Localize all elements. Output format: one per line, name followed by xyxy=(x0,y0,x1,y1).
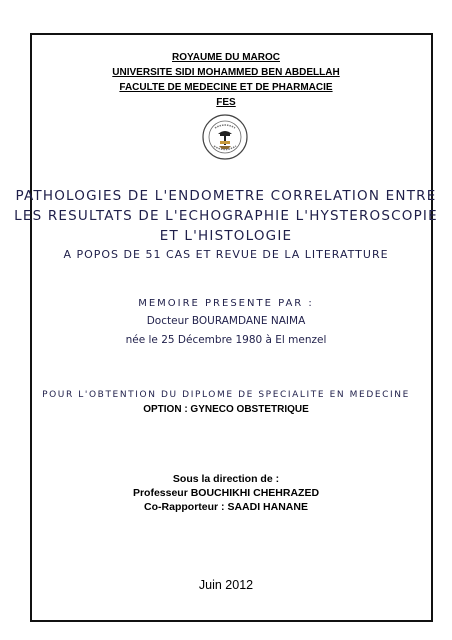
option-line: OPTION : GYNECO OBSTETRIQUE xyxy=(143,404,309,415)
thesis-subtitle: A POPOS DE 51 CAS ET REVUE DE LA LITERATTURE xyxy=(63,248,389,261)
thesis-title-line-1: PATHOLOGIES DE L'ENDOMETRE CORRELATION ENTRE xyxy=(15,188,437,204)
memoire-heading: MEMOIRE PRESENTE PAR : xyxy=(138,298,314,309)
corapporteur-name: Co-Rapporteur : SAADI HANANE xyxy=(144,501,308,513)
document-date: Juin 2012 xyxy=(198,578,254,592)
institution-line-2: UNIVERSITE SIDI MOHAMMED BEN ABDELLAH xyxy=(112,67,340,78)
professor-name: Professeur BOUCHIKHI CHEHRAZED xyxy=(132,487,320,499)
purpose-line: POUR L'OBTENTION DU DIPLOME DE SPECIALITE EN MEDECINE xyxy=(42,390,410,400)
institution-line-3: FACULTE DE MEDECINE ET DE PHARMACIE xyxy=(119,82,333,93)
thesis-title-line-3: ET L'HISTOLOGIE xyxy=(159,228,293,244)
institution-line-1: ROYAUME DU MAROC xyxy=(172,52,280,63)
thesis-title-line-2: LES RESULTATS DE L'ECHOGRAPHIE L'HYSTEROSCOPIE xyxy=(14,208,438,224)
author-birth: née le 25 Décembre 1980 à El menzel xyxy=(125,334,327,346)
author-name: Docteur BOURAMDANE NAIMA xyxy=(146,315,306,327)
faculty-seal-icon xyxy=(201,113,249,161)
institution-line-4: FES xyxy=(216,97,236,108)
direction-heading: Sous la direction de : xyxy=(172,473,280,485)
